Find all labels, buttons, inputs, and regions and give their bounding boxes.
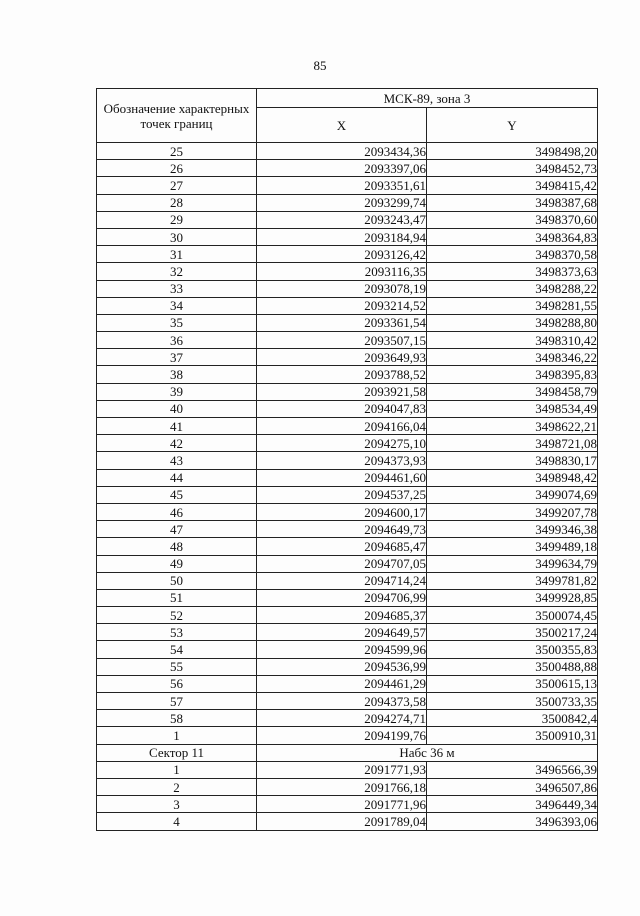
- y-value: 3498281,55: [427, 297, 598, 314]
- table-row: [97, 675, 598, 692]
- x-value: 2093434,36: [257, 143, 427, 160]
- point-number: 3: [97, 796, 257, 813]
- y-value: 3500217,24: [427, 624, 598, 641]
- x-value: 2093126,42: [257, 246, 427, 263]
- y-value: 3499207,78: [427, 503, 598, 520]
- point-number: 51: [97, 589, 257, 606]
- y-value: 3500842,4: [427, 710, 598, 727]
- x-value: 2093649,93: [257, 349, 427, 366]
- y-value: 3498288,80: [427, 314, 598, 331]
- x-value: 2094706,99: [257, 589, 427, 606]
- y-value: 3498364,83: [427, 228, 598, 245]
- x-value: 2093116,35: [257, 263, 427, 280]
- x-value: 2094275,10: [257, 435, 427, 452]
- point-number: 34: [97, 297, 257, 314]
- table-row: [97, 538, 598, 555]
- y-value: 3498387,68: [427, 194, 598, 211]
- x-value: 2093921,58: [257, 383, 427, 400]
- sector-name: Сектор 11: [97, 744, 257, 761]
- point-number: 49: [97, 555, 257, 572]
- table-row: [97, 727, 598, 744]
- table-row: [97, 452, 598, 469]
- point-number: 50: [97, 572, 257, 589]
- x-value: 2094166,04: [257, 418, 427, 435]
- table-row: [97, 813, 598, 830]
- sector-row: [97, 744, 598, 761]
- table-row: [97, 332, 598, 349]
- point-number: 55: [97, 658, 257, 675]
- point-number: 28: [97, 194, 257, 211]
- x-value: 2094685,47: [257, 538, 427, 555]
- point-number: 1: [97, 727, 257, 744]
- point-label-header: Обозначение характерных точек границ: [97, 89, 257, 143]
- point-number: 4: [97, 813, 257, 830]
- x-value: 2093243,47: [257, 211, 427, 228]
- y-header: Y: [427, 108, 598, 143]
- x-value: 2091771,96: [257, 796, 427, 813]
- x-value: 2093078,19: [257, 280, 427, 297]
- point-number: 52: [97, 607, 257, 624]
- y-value: 3498830,17: [427, 452, 598, 469]
- point-number: 46: [97, 503, 257, 520]
- x-value: 2094047,83: [257, 400, 427, 417]
- point-number: 43: [97, 452, 257, 469]
- point-number: 45: [97, 486, 257, 503]
- x-value: 2093184,94: [257, 228, 427, 245]
- x-value: 2094199,76: [257, 727, 427, 744]
- y-value: 3500910,31: [427, 727, 598, 744]
- y-value: 3496393,06: [427, 813, 598, 830]
- x-value: 2094599,96: [257, 641, 427, 658]
- table-row: [97, 658, 598, 675]
- y-value: 3498373,63: [427, 263, 598, 280]
- table-row: [97, 572, 598, 589]
- x-value: 2091771,93: [257, 761, 427, 778]
- x-value: 2093397,06: [257, 160, 427, 177]
- y-value: 3496449,34: [427, 796, 598, 813]
- table-row: [97, 761, 598, 778]
- table-row: [97, 418, 598, 435]
- point-number: 58: [97, 710, 257, 727]
- x-value: 2093507,15: [257, 332, 427, 349]
- table-row: [97, 211, 598, 228]
- x-value: 2094600,17: [257, 503, 427, 520]
- table-row: [97, 641, 598, 658]
- y-value: 3498498,20: [427, 143, 598, 160]
- point-number: 25: [97, 143, 257, 160]
- table-row: [97, 349, 598, 366]
- table-body: [97, 143, 598, 831]
- table-row: [97, 383, 598, 400]
- point-number: 56: [97, 675, 257, 692]
- point-number: 39: [97, 383, 257, 400]
- y-value: 3498721,08: [427, 435, 598, 452]
- x-value: 2094714,24: [257, 572, 427, 589]
- table-row: [97, 589, 598, 606]
- x-value: 2094649,57: [257, 624, 427, 641]
- point-number: 30: [97, 228, 257, 245]
- point-number: 53: [97, 624, 257, 641]
- y-value: 3500615,13: [427, 675, 598, 692]
- point-number: 47: [97, 521, 257, 538]
- x-value: 2094373,93: [257, 452, 427, 469]
- y-value: 3498288,22: [427, 280, 598, 297]
- table-row: [97, 160, 598, 177]
- x-value: 2091789,04: [257, 813, 427, 830]
- table-row: [97, 796, 598, 813]
- table-row: [97, 177, 598, 194]
- point-number: 36: [97, 332, 257, 349]
- table-row: [97, 624, 598, 641]
- point-number: 40: [97, 400, 257, 417]
- y-value: 3500488,88: [427, 658, 598, 675]
- y-value: 3498310,42: [427, 332, 598, 349]
- x-value: 2094461,60: [257, 469, 427, 486]
- x-value: 2094274,71: [257, 710, 427, 727]
- table-row: [97, 366, 598, 383]
- x-value: 2091766,18: [257, 778, 427, 795]
- table-row: [97, 263, 598, 280]
- x-value: 2094536,99: [257, 658, 427, 675]
- y-value: 3498534,49: [427, 400, 598, 417]
- table-row: [97, 400, 598, 417]
- table-row: [97, 693, 598, 710]
- table-row: [97, 486, 598, 503]
- table-row: [97, 778, 598, 795]
- y-value: 3496507,86: [427, 778, 598, 795]
- table-row: [97, 710, 598, 727]
- point-number: 31: [97, 246, 257, 263]
- point-number: 44: [97, 469, 257, 486]
- table-row: [97, 228, 598, 245]
- table-row: [97, 435, 598, 452]
- y-value: 3496566,39: [427, 761, 598, 778]
- point-number: 33: [97, 280, 257, 297]
- table-row: [97, 503, 598, 520]
- page-number: 85: [313, 58, 327, 73]
- x-value: 2094537,25: [257, 486, 427, 503]
- y-value: 3499634,79: [427, 555, 598, 572]
- point-number: 41: [97, 418, 257, 435]
- y-value: 3498395,83: [427, 366, 598, 383]
- x-value: 2094461,29: [257, 675, 427, 692]
- point-number: 2: [97, 778, 257, 795]
- point-number: 32: [97, 263, 257, 280]
- x-value: 2093299,74: [257, 194, 427, 211]
- table-row: [97, 194, 598, 211]
- table-row: [97, 246, 598, 263]
- x-value: 2093214,52: [257, 297, 427, 314]
- x-value: 2094707,05: [257, 555, 427, 572]
- point-number: 35: [97, 314, 257, 331]
- table-row: [97, 555, 598, 572]
- y-value: 3498370,60: [427, 211, 598, 228]
- x-header: X: [257, 108, 427, 143]
- point-number: 54: [97, 641, 257, 658]
- y-value: 3499346,38: [427, 521, 598, 538]
- y-value: 3498452,73: [427, 160, 598, 177]
- y-value: 3498458,79: [427, 383, 598, 400]
- point-number: 48: [97, 538, 257, 555]
- x-value: 2094373,58: [257, 693, 427, 710]
- table-row: [97, 297, 598, 314]
- point-number: 26: [97, 160, 257, 177]
- coordinates-table: [96, 88, 598, 831]
- y-value: 3499074,69: [427, 486, 598, 503]
- point-number: 29: [97, 211, 257, 228]
- table-row: [97, 280, 598, 297]
- table-row: [97, 607, 598, 624]
- y-value: 3500733,35: [427, 693, 598, 710]
- point-number: 38: [97, 366, 257, 383]
- y-value: 3498622,21: [427, 418, 598, 435]
- y-value: 3499489,18: [427, 538, 598, 555]
- y-value: 3500355,83: [427, 641, 598, 658]
- y-value: 3498415,42: [427, 177, 598, 194]
- y-value: 3499781,82: [427, 572, 598, 589]
- point-number: 42: [97, 435, 257, 452]
- table-row: [97, 314, 598, 331]
- sector-height: Набс 36 м: [257, 744, 598, 761]
- x-value: 2093351,61: [257, 177, 427, 194]
- x-value: 2094649,73: [257, 521, 427, 538]
- x-value: 2093788,52: [257, 366, 427, 383]
- coordinate-system-header: МСК-89, зона 3: [257, 89, 598, 108]
- table-row: [97, 143, 598, 160]
- y-value: 3498948,42: [427, 469, 598, 486]
- x-value: 2093361,54: [257, 314, 427, 331]
- point-number: 57: [97, 693, 257, 710]
- y-value: 3499928,85: [427, 589, 598, 606]
- table-row: [97, 521, 598, 538]
- x-value: 2094685,37: [257, 607, 427, 624]
- point-number: 1: [97, 761, 257, 778]
- table-row: [97, 469, 598, 486]
- y-value: 3500074,45: [427, 607, 598, 624]
- y-value: 3498346,22: [427, 349, 598, 366]
- point-number: 37: [97, 349, 257, 366]
- point-number: 27: [97, 177, 257, 194]
- y-value: 3498370,58: [427, 246, 598, 263]
